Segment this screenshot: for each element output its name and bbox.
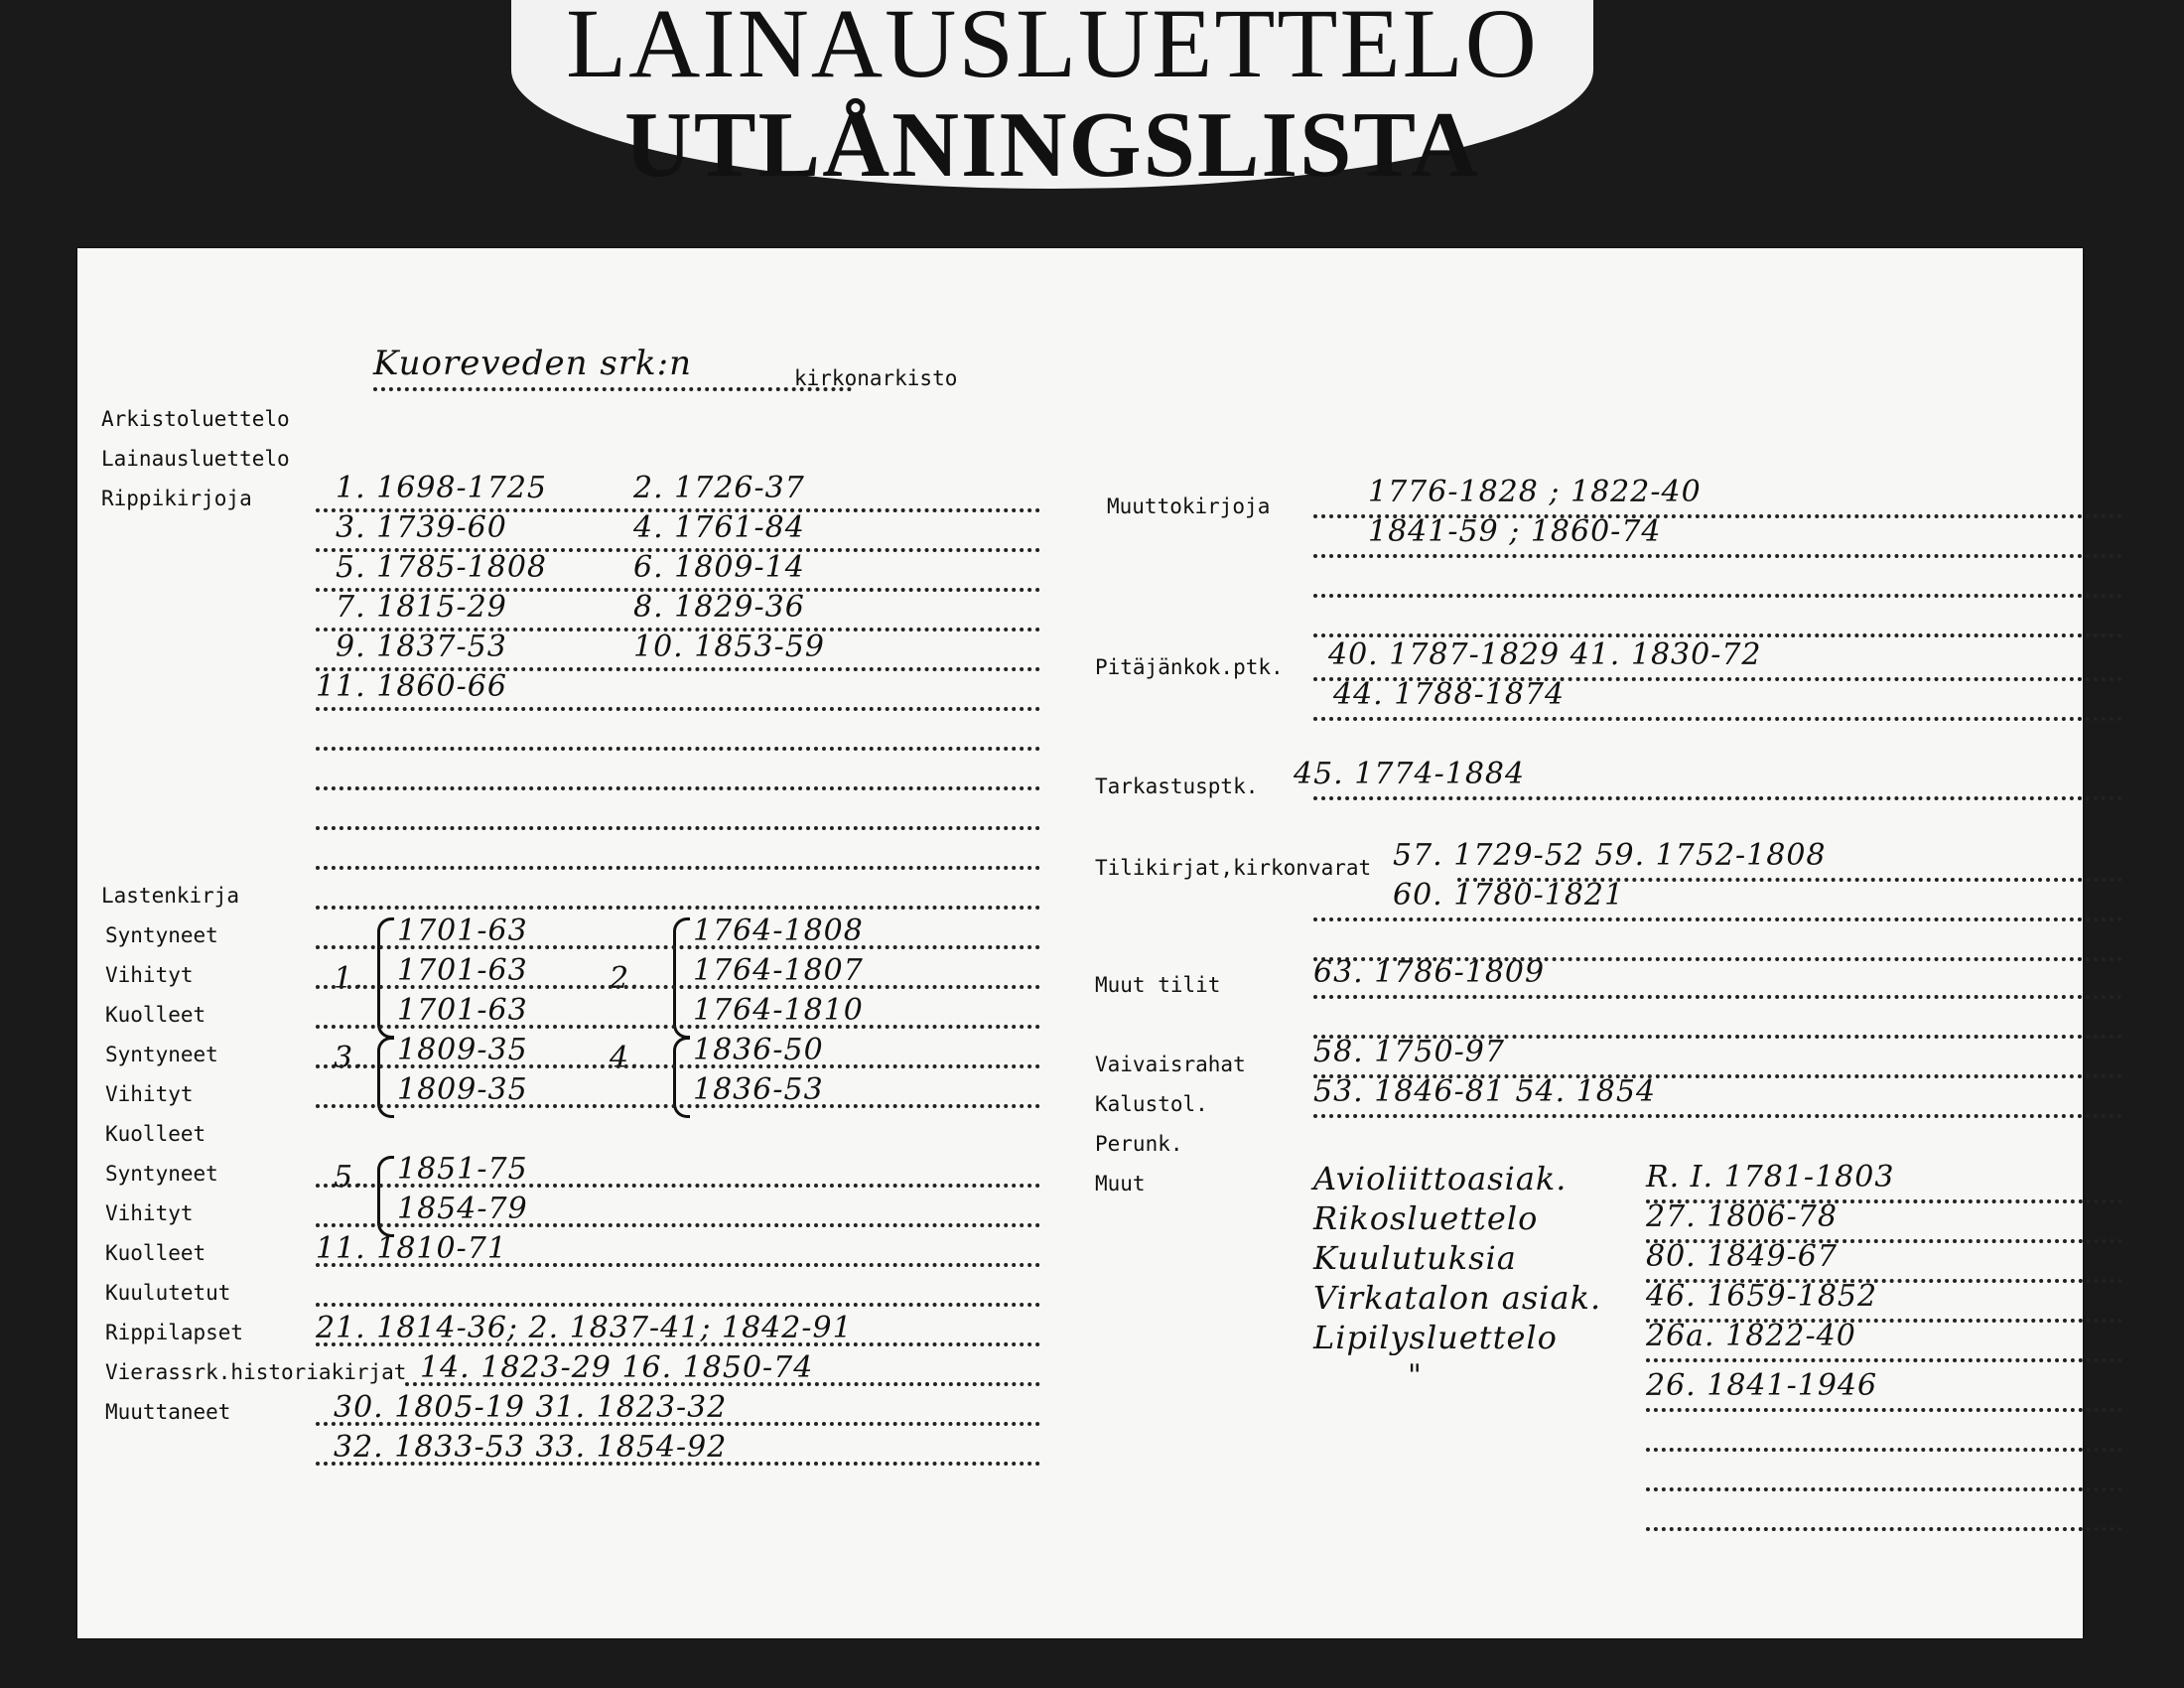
dotted-line [316,826,1040,830]
label-kuolleet: Kuolleet [105,1241,206,1265]
dotted-line [316,906,1040,910]
entry: 1854-79 [397,1192,528,1226]
label-kalustol: Kalustol. [1095,1092,1208,1116]
label-muuttokirjoja: Muuttokirjoja [1107,494,1271,518]
label-vaivaisrahat: Vaivaisrahat [1095,1053,1246,1076]
entry: 1776-1828 ; 1822-40 [1368,475,1702,509]
dotted-line [1313,554,2122,558]
entry: 30. 1805-19 31. 1823-32 [334,1390,728,1425]
entry: 7. 1815-29 [336,590,507,625]
dotted-line [1646,1319,2122,1323]
archive-card [77,248,2083,1638]
dotted-line [1313,796,2122,800]
entry: 60. 1780-1821 [1393,878,1625,913]
label-rippilapset: Rippilapset [105,1321,244,1344]
label-rippikirjoja: Rippikirjoja [101,487,252,510]
label-kuolleet: Kuolleet [105,1122,206,1146]
entry: 9. 1837-53 [336,630,507,664]
entry: 10. 1853-59 [633,630,825,664]
dotted-line [1313,633,2122,637]
muut-item-ref: 27. 1806-78 [1646,1199,1838,1234]
dotted-line [316,707,1040,711]
muut-item-ref: R. I. 1781-1803 [1646,1160,1895,1195]
label-syntyneet: Syntyneet [105,1043,218,1066]
entry: 1701-63 [397,993,528,1028]
muut-item-ref: 26a. 1822-40 [1646,1319,1856,1353]
dotted-line [1313,594,2122,598]
dotted-line [316,866,1040,870]
label-lainausluettelo: Lainausluettelo [101,447,290,471]
muut-item-name: Kuulutuksia [1313,1239,1517,1277]
entry: 6. 1809-14 [633,550,805,585]
banner [511,0,1593,197]
dotted-line [1646,1199,2122,1203]
dotted-line [1457,878,2122,882]
entry: 45. 1774-1884 [1294,757,1526,791]
entry: 1701-63 [397,953,528,988]
dotted-line [316,786,1040,790]
banner-title-sv: UTLÅNINGSLISTA [623,93,1481,197]
dotted-line [1313,957,2122,961]
label-syntyneet: Syntyneet [105,1162,218,1186]
dotted-line [316,1263,1040,1267]
label-vihityt: Vihityt [105,1082,194,1106]
entry: 3. 1739-60 [336,510,507,545]
bracket [377,917,394,1039]
entry: 11. 1860-66 [316,669,507,704]
entry: 11. 1810-71 [316,1231,507,1266]
entry: 32. 1833-53 33. 1854-92 [334,1430,728,1465]
dotted-line [1313,995,2122,999]
entry: 58. 1750-97 [1313,1035,1505,1069]
label-vihityt: Vihityt [105,1201,194,1225]
dotted-line [1646,1408,2122,1412]
dotted-line [1313,1035,2122,1039]
dotted-line [316,628,1040,632]
muut-item-ref: 80. 1849-67 [1646,1239,1838,1274]
dotted-line [373,387,852,391]
dotted-line [1313,917,2122,921]
muut-item-ref: 46. 1659-1852 [1646,1279,1878,1314]
label-arkistoluettelo: Arkistoluettelo [101,407,290,431]
muut-item-name: Rikosluettelo [1313,1199,1539,1237]
label-tilikirjat: Tilikirjat,kirkonvarat [1095,856,1372,880]
label-perunk: Perunk. [1095,1132,1183,1156]
dotted-line [1646,1527,2122,1531]
entry: 8. 1829-36 [633,590,805,625]
banner-title-fi: LAINAUSLUETTELO [566,0,1539,98]
dotted-line [316,747,1040,751]
entry: 1836-53 [693,1072,824,1107]
dotted-line [316,945,1040,949]
dotted-line [316,1104,1040,1108]
label-muuttaneet: Muuttaneet [105,1400,231,1424]
entry: 44. 1788-1874 [1333,677,1566,712]
dotted-line [316,667,1040,671]
dotted-line [1646,1358,2122,1362]
bracket [673,917,690,1039]
label-kuulutetut: Kuulutetut [105,1281,231,1305]
volume-number: 1. [334,961,364,996]
label-muut: Muut [1095,1172,1146,1196]
dotted-line [316,588,1040,592]
volume-number: 4. [610,1041,640,1075]
volume-number: 3. [334,1041,364,1075]
entry: 63. 1786-1809 [1313,955,1546,990]
entry: 1. 1698-1725 [336,471,547,505]
dotted-line [1313,677,2122,681]
entry: 4. 1761-84 [633,510,805,545]
dotted-line [316,1223,1040,1227]
muut-item-ref: 26. 1841-1946 [1646,1368,1878,1403]
entry: 40. 1787-1829 41. 1830-72 [1328,637,1762,672]
dotted-line [1646,1279,2122,1283]
dotted-line [1646,1239,2122,1243]
dotted-line [1646,1448,2122,1452]
entry: 57. 1729-52 59. 1752-1808 [1393,838,1827,873]
dotted-line [1646,1487,2122,1491]
entry: 5. 1785-1808 [336,550,547,585]
dotted-line [1313,514,2122,518]
volume-number: 5. [334,1160,364,1195]
parish-name: Kuoreveden srk:n [373,344,692,383]
entry: 1836-50 [693,1033,824,1067]
dotted-line [1313,1114,2122,1118]
muut-item-name: " [1408,1358,1423,1393]
label-tarkastus: Tarkastusptk. [1095,774,1259,798]
dotted-line [1313,1074,2122,1078]
entry: 1764-1808 [693,914,864,948]
dotted-line [316,1064,1040,1068]
dotted-line [316,548,1040,552]
entry: 1851-75 [397,1152,528,1187]
volume-number: 2. [610,961,640,996]
label-muut-tilit: Muut tilit [1095,973,1221,997]
label-kuolleet: Kuolleet [105,1003,206,1027]
label-vihityt: Vihityt [105,963,194,987]
label-syntyneet: Syntyneet [105,923,218,947]
entry: 1764-1807 [693,953,864,988]
label-vierassrk: Vierassrk.historiakirjat [105,1360,407,1384]
dotted-line [1313,717,2122,721]
entry: 1701-63 [397,914,528,948]
dotted-line [316,508,1040,512]
header-suffix: kirkonarkisto [794,366,958,390]
dotted-line [316,985,1040,989]
entry: 21. 1814-36; 2. 1837-41; 1842-91 [316,1311,853,1345]
muut-item-name: Avioliittoasiak. [1313,1160,1568,1197]
dotted-line [316,1303,1040,1307]
entry: 2. 1726-37 [633,471,805,505]
entry: 1809-35 [397,1033,528,1067]
entry: 1841-59 ; 1860-74 [1368,514,1662,549]
entry: 1764-1810 [693,993,864,1028]
dotted-line [316,1184,1040,1188]
dotted-line [316,1025,1040,1029]
entry: 14. 1823-29 16. 1850-74 [420,1350,814,1385]
entry: 1809-35 [397,1072,528,1107]
muut-item-name: Virkatalon asiak. [1313,1279,1602,1317]
label-pitajankok: Pitäjänkok.ptk. [1095,655,1284,679]
muut-item-name: Lipilysluettelo [1313,1319,1558,1356]
label-lastenkirja: Lastenkirja [101,884,240,908]
entry: 53. 1846-81 54. 1854 [1313,1074,1657,1109]
